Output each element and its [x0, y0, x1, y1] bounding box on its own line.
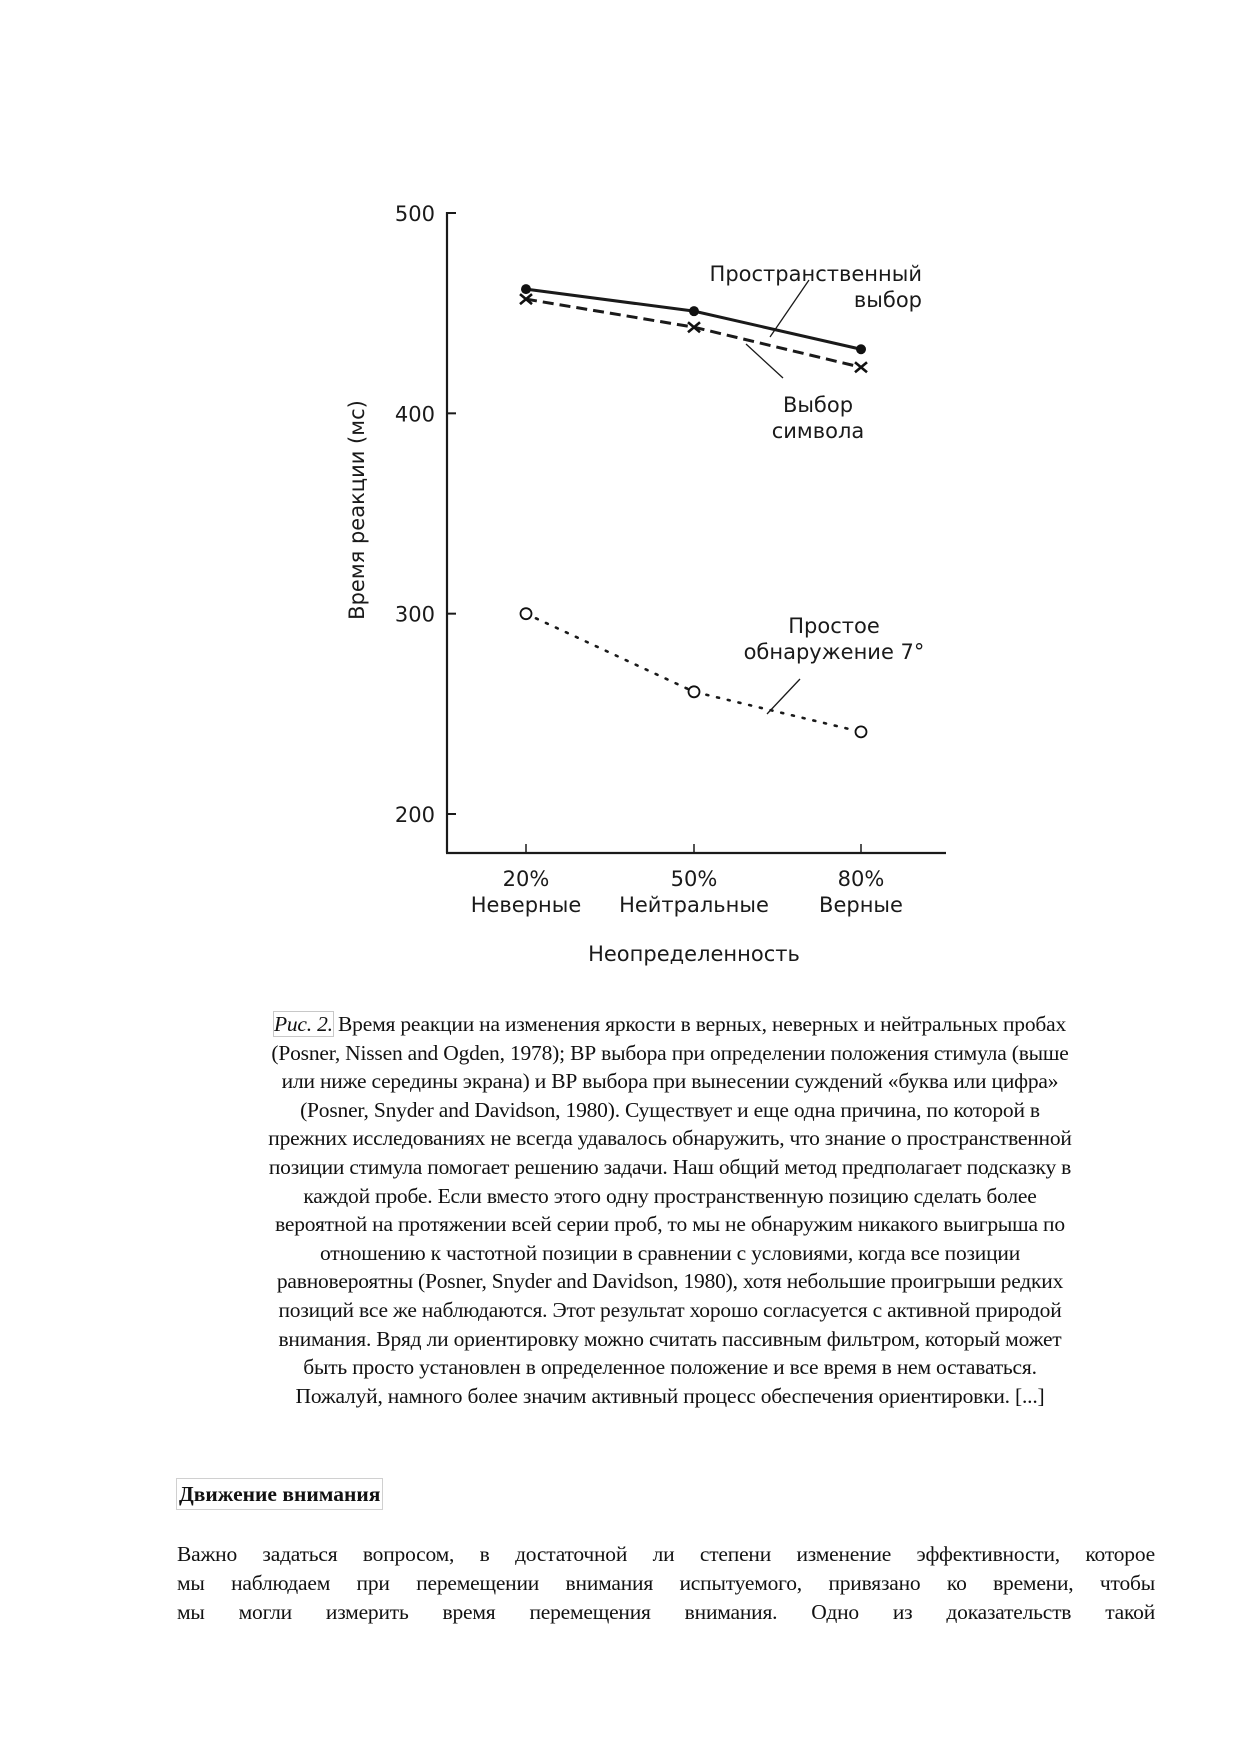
data-point-marker: [856, 726, 867, 737]
caption-line: (Posner, Nissen and Ogden, 1978); ВР выбора при определении положения стимула (выше: [271, 1040, 1069, 1065]
caption-line: каждой пробе. Если вместо этого одну пространственную позицию сделать более: [303, 1183, 1037, 1208]
caption-line: внимания. Вряд ли ориентировку можно считать пассивным фильтром, который может: [278, 1326, 1062, 1351]
caption-line: Пожалуй, намного более значим активный процесс обеспечения ориентировки. [...]: [295, 1383, 1045, 1408]
y-tick-label: 300: [394, 602, 435, 627]
y-tick-label: 200: [394, 803, 435, 827]
caption-line: прежних исследованиях не всегда удавалось обнаружить, что знание о пространственной: [268, 1126, 1072, 1151]
caption-line: позиции стимула помогает решению задачи. Наш общий метод предполагает подсказку в: [268, 1154, 1072, 1179]
annotation-text: Пространственный: [709, 262, 922, 286]
caption-line: быть просто установлен в определенное положение и все время в нем оставаться.: [303, 1355, 1037, 1380]
annotation-label-0: [710, 262, 922, 337]
annotation-leader-line: [746, 344, 783, 378]
caption-line: равновероятны (Posner, Snyder and Davidson, 1980), хотя небольшие проигрыши редких: [276, 1269, 1064, 1294]
annotation-text: обнаружение 7°: [743, 640, 925, 664]
x-tick-label-condition: Нейтральные: [619, 893, 769, 917]
annotation-text: Выбор: [782, 393, 854, 417]
caption-line: Время реакции на изменения яркости в верных, неверных и нейтральных пробах: [332, 1012, 1067, 1036]
data-point-marker: [521, 608, 532, 619]
annotation-text: символа: [771, 419, 865, 443]
x-tick-label-percent: 50%: [670, 867, 718, 891]
series-0: [521, 284, 866, 354]
x-tick-label-percent: 80%: [837, 867, 885, 891]
y-tick-label: 400: [394, 402, 435, 427]
data-point-marker: [855, 362, 867, 372]
x-axis-ticks: [471, 844, 903, 917]
figure-label: Рис. 2.: [273, 1012, 333, 1036]
x-tick-label-condition: Верные: [819, 893, 903, 917]
annotation-text: выбор: [853, 288, 922, 312]
annotation-label-1: [746, 344, 864, 443]
x-axis-label: Неопределенность: [588, 942, 800, 966]
paragraph-line: мы могли измерить время перемещения внимания. Одно из доказательств такой: [177, 1600, 1155, 1624]
annotation-leader-line: [770, 280, 809, 337]
series-1: [520, 294, 867, 372]
annotation-text: Простое: [788, 614, 880, 638]
caption-line: или ниже середины экрана) и ВР выбора при вынесении суждений «буква или цифра»: [281, 1069, 1059, 1094]
y-tick-label: 500: [394, 202, 435, 226]
x-tick-label-percent: 20%: [502, 867, 550, 891]
series-line: [526, 289, 861, 349]
paragraph-line: Важно задаться вопросом, в достаточной ли степени изменение эффективности, которое: [177, 1542, 1155, 1566]
x-tick-label-condition: Неверные: [470, 893, 582, 917]
caption-line: вероятной на протяжении всей серии проб, то мы не обнаружим никакого выигрыша по: [275, 1212, 1065, 1237]
chart-series: [520, 284, 867, 737]
figure-caption: [180, 1010, 1160, 1410]
caption-line: (Posner, Snyder and Davidson, 1980). Существует и еще одна причина, по которой в: [300, 1097, 1040, 1122]
body-paragraph: [177, 1540, 1155, 1627]
section-heading: Движение внимания: [176, 1478, 383, 1510]
annotation-leader-line: [767, 679, 800, 714]
data-point-marker: [856, 344, 866, 354]
caption-line: позиций все же наблюдаются. Этот результат хорошо согласуется с активной природой: [278, 1297, 1062, 1322]
data-point-marker: [521, 284, 531, 294]
paragraph-line: мы наблюдаем при перемещении внимания испытуемого, привязано ко времени, чтобы: [177, 1571, 1155, 1595]
data-point-marker: [689, 686, 700, 697]
y-axis-label: Время реакции (мс): [345, 400, 369, 620]
annotation-label-2: [744, 614, 925, 714]
data-point-marker: [689, 306, 699, 316]
caption-line: отношению к частотной позиции в сравнении с условиями, когда все позиции: [319, 1240, 1021, 1265]
chart-annotations: [710, 262, 925, 714]
